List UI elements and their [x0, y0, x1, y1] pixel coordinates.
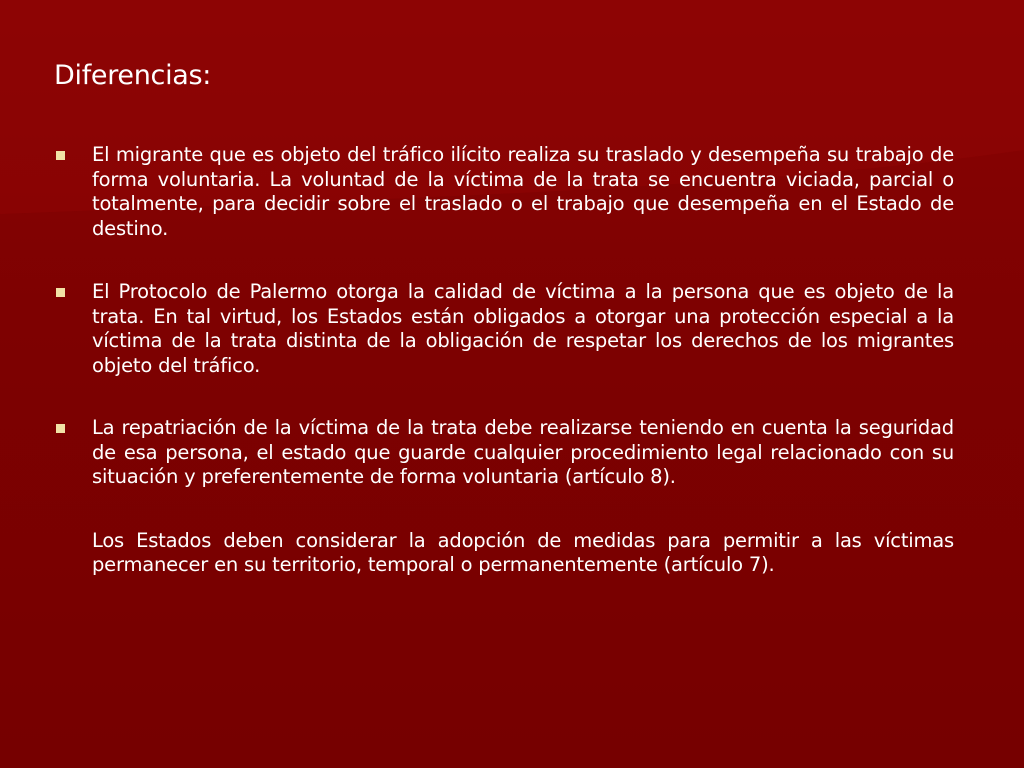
square-bullet-icon [56, 288, 65, 297]
bullet-text: El migrante que es objeto del tráfico ilícito realiza su traslado y desempeña su trabajo de forma voluntaria. La voluntad de la víctima de la trata se encuentra viciada, parcial o totalmente, para decidir sobre el traslado o el trabajo que desempeña en el Estado de destino. [92, 143, 954, 240]
bullet-item [56, 280, 954, 378]
bullet-text: El Protocolo de Palermo otorga la calidad de víctima a la persona que es objeto de la trata. En tal virtud, los Estados están obligados a otorgar una protección especial a la víctima de la trata distinta de la obligación de respetar los derechos de los migrantes objeto del tráfico. [92, 280, 954, 377]
square-bullet-icon [56, 151, 65, 160]
slide-title: Diferencias: [54, 60, 212, 91]
bullet-item [56, 143, 954, 241]
bullet-item [56, 416, 954, 490]
slide-body [56, 143, 954, 578]
bullet-text: La repatriación de la víctima de la trata debe realizarse teniendo en cuenta la seguridad de esa persona, el estado que guarde cualquier procedimiento legal relacionado con su situación y preferentemente de forma voluntaria (artículo 8). [92, 416, 954, 488]
body-paragraph: Los Estados deben considerar la adopción de medidas para permitir a las víctimas permanecer en su territorio, temporal o permanentemente (artículo 7). [92, 528, 954, 576]
square-bullet-icon [56, 424, 65, 433]
